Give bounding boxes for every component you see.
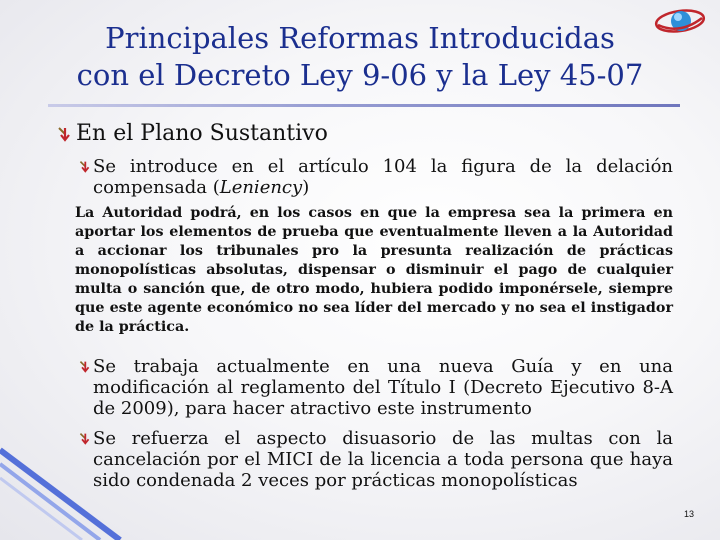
main-bullet: En el Plano Sustantivo [76, 121, 328, 146]
page-title [20, 20, 700, 94]
arrow-down-bullet-icon [78, 360, 91, 373]
sub-bullet-guide: Se trabaja actualmente en una nueva Guía y en una modificación al reglamento del Título I (Decreto Ejecutivo 8-A de 2009), para hacer atractivo este instrumento [93, 356, 673, 419]
title-divider [48, 104, 680, 107]
title-line-2: con el Decreto Ley 9-06 y la Ley 45-07 [76, 58, 644, 92]
legal-quote: La Autoridad podrá, en los casos en que la empresa sea la primera en aportar los elementos de prueba que eventualmente lleven a la Autoridad a accionar los tribunales pro la presunta realización de prácticas monopolísticas absolutas, dispensar o disminuir el pago de cualquier multa o sanción que, de otro modo, hubiera podido imponérsele, siempre que este agente económico no sea líder del mercado y no sea el instigador de la práctica. [75, 205, 673, 335]
sub-bullet-fines: Se refuerza el aspecto disuasorio de las multas con la cancelación por el MICI de la licencia a toda persona que haya sido condenada 2 veces por prácticas monopolísticas [93, 428, 673, 491]
page-number: 13 [683, 509, 694, 519]
leniency-emphasis: Leniency [219, 177, 303, 198]
arrow-down-bullet-icon [56, 126, 72, 142]
title-line-1: Principales Reformas Introducidas [105, 21, 615, 55]
sub-bullet-leniency [93, 156, 673, 198]
sub-bullet-leniency-close: ) [302, 177, 310, 198]
corner-decoration [0, 430, 130, 540]
sub-bullet-leniency-text: Se introduce en el artículo 104 la figura de la delación compensada ( [93, 156, 673, 198]
arrow-down-bullet-icon [78, 160, 91, 173]
